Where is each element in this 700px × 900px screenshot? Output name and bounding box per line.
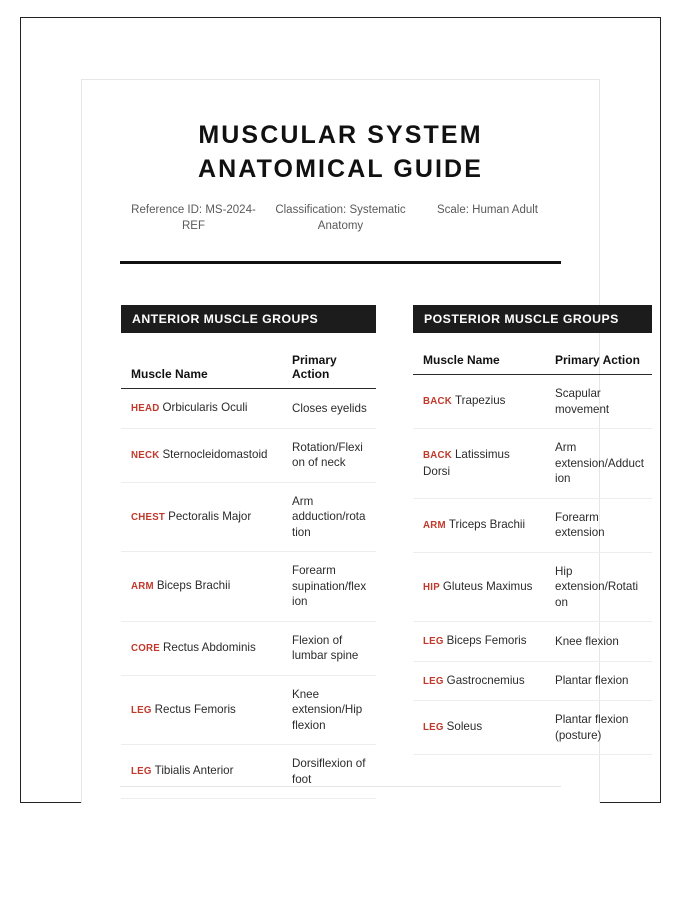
table-row	[121, 482, 376, 552]
table-row	[121, 428, 376, 482]
region-tag: CHEST	[131, 511, 166, 523]
column-header-primary-action: Primary Action	[282, 353, 376, 389]
muscle-name-text: Soleus	[446, 720, 483, 734]
cell-primary-action: Rotation/Flexion of neck	[282, 428, 376, 482]
table-header-row	[121, 353, 376, 389]
cell-primary-action: Arm adduction/rotation	[282, 482, 376, 552]
cell-primary-action: Knee flexion	[545, 622, 652, 662]
muscle-name-text: Biceps Femoris	[446, 634, 527, 647]
cell-primary-action: Forearm supination/flexion	[282, 552, 376, 622]
table-row	[413, 498, 652, 552]
region-tag: HIP	[423, 581, 440, 593]
muscle-name-text: Pectoralis Major	[168, 509, 252, 523]
cell-primary-action: Dorsiflexion of foot	[282, 745, 376, 799]
panel-anterior-title: ANTERIOR MUSCLE GROUPS	[121, 305, 376, 333]
region-tag: LEG	[423, 636, 444, 647]
region-tag: LEG	[131, 766, 152, 778]
table-header-row	[413, 353, 652, 375]
table-row	[121, 621, 376, 675]
cell-primary-action: Knee extension/Hip flexion	[282, 675, 376, 745]
region-tag: NECK	[131, 449, 160, 461]
footer-divider-rule	[120, 786, 561, 787]
document-header	[120, 118, 561, 234]
muscle-name-text: Trapezius	[454, 394, 506, 408]
panel-posterior-title: POSTERIOR MUSCLE GROUPS	[413, 305, 652, 333]
cell-primary-action: Flexion of lumbar spine	[282, 621, 376, 675]
region-tag: BACK	[423, 450, 452, 462]
cell-muscle-name	[121, 745, 282, 799]
cell-primary-action: Scapular movement	[545, 375, 652, 429]
cell-primary-action: Closes eyelids	[282, 389, 376, 429]
muscle-name-text: Sternocleidomastoid	[162, 447, 268, 461]
muscle-name-text: Gluteus Maximus	[442, 579, 533, 593]
muscle-name-text: Orbicularis Oculi	[162, 401, 248, 414]
document-meta-row	[120, 202, 561, 234]
cell-muscle-name	[121, 621, 282, 675]
region-tag: CORE	[131, 642, 160, 654]
cell-muscle-name	[413, 552, 545, 622]
region-tag: ARM	[131, 581, 154, 592]
cell-muscle-name	[413, 701, 545, 755]
header-divider-rule	[120, 261, 561, 264]
page-title-line-1: MUSCULAR SYSTEM	[198, 121, 483, 149]
cell-muscle-name	[121, 428, 282, 482]
cell-muscle-name	[413, 498, 545, 552]
muscle-name-text: Tibialis Anterior	[154, 764, 234, 778]
muscle-name-text: Triceps Brachii	[448, 517, 526, 531]
column-header-primary-action: Primary Action	[545, 353, 652, 375]
cell-muscle-name	[413, 622, 545, 662]
muscle-name-text: Latissimus Dorsi	[423, 448, 510, 478]
cell-muscle-name	[121, 552, 282, 622]
cell-primary-action: Plantar flexion (posture)	[545, 701, 652, 755]
region-tag: ARM	[423, 519, 446, 531]
cell-muscle-name	[413, 375, 545, 429]
panel-posterior-muscle-groups	[413, 305, 652, 755]
table-row	[413, 375, 652, 429]
column-header-muscle-name: Muscle Name	[121, 353, 282, 389]
page-title	[120, 118, 561, 186]
table-row	[121, 389, 376, 429]
cell-muscle-name	[121, 482, 282, 552]
table-row	[413, 661, 652, 701]
meta-classification: Classification: Systematic Anatomy	[275, 204, 406, 232]
table-anterior-muscles	[121, 353, 376, 799]
region-tag: HEAD	[131, 403, 160, 414]
table-row	[413, 429, 652, 499]
page-title-line-2: ANATOMICAL GUIDE	[198, 155, 483, 183]
table-row	[121, 675, 376, 745]
cell-primary-action: Plantar flexion	[545, 661, 652, 701]
cell-muscle-name	[413, 429, 545, 499]
table-row	[413, 622, 652, 662]
cell-muscle-name	[121, 675, 282, 745]
region-tag: BACK	[423, 396, 452, 408]
table-row	[413, 701, 652, 755]
cell-primary-action: Arm extension/Adduction	[545, 429, 652, 499]
muscle-name-text: Rectus Femoris	[154, 702, 236, 716]
cell-primary-action: Forearm extension	[545, 498, 652, 552]
muscle-name-text: Rectus Abdominis	[163, 640, 256, 654]
column-header-muscle-name: Muscle Name	[413, 353, 545, 375]
table-posterior-muscles	[413, 353, 652, 755]
muscle-name-text: Gastrocnemius	[446, 673, 525, 687]
table-row	[121, 552, 376, 622]
region-tag: LEG	[131, 704, 152, 716]
table-row	[413, 552, 652, 622]
cell-muscle-name	[121, 389, 282, 429]
meta-scale: Scale: Human Adult	[436, 204, 538, 216]
region-tag: LEG	[423, 675, 444, 687]
muscle-name-text: Biceps Brachii	[156, 579, 231, 592]
meta-reference-id: Reference ID: MS-2024-REF	[131, 204, 256, 232]
cell-primary-action: Hip extension/Rotation	[545, 552, 652, 622]
region-tag: LEG	[423, 722, 444, 734]
panel-anterior-muscle-groups	[121, 305, 376, 799]
cell-muscle-name	[413, 661, 545, 701]
table-row	[121, 745, 376, 799]
